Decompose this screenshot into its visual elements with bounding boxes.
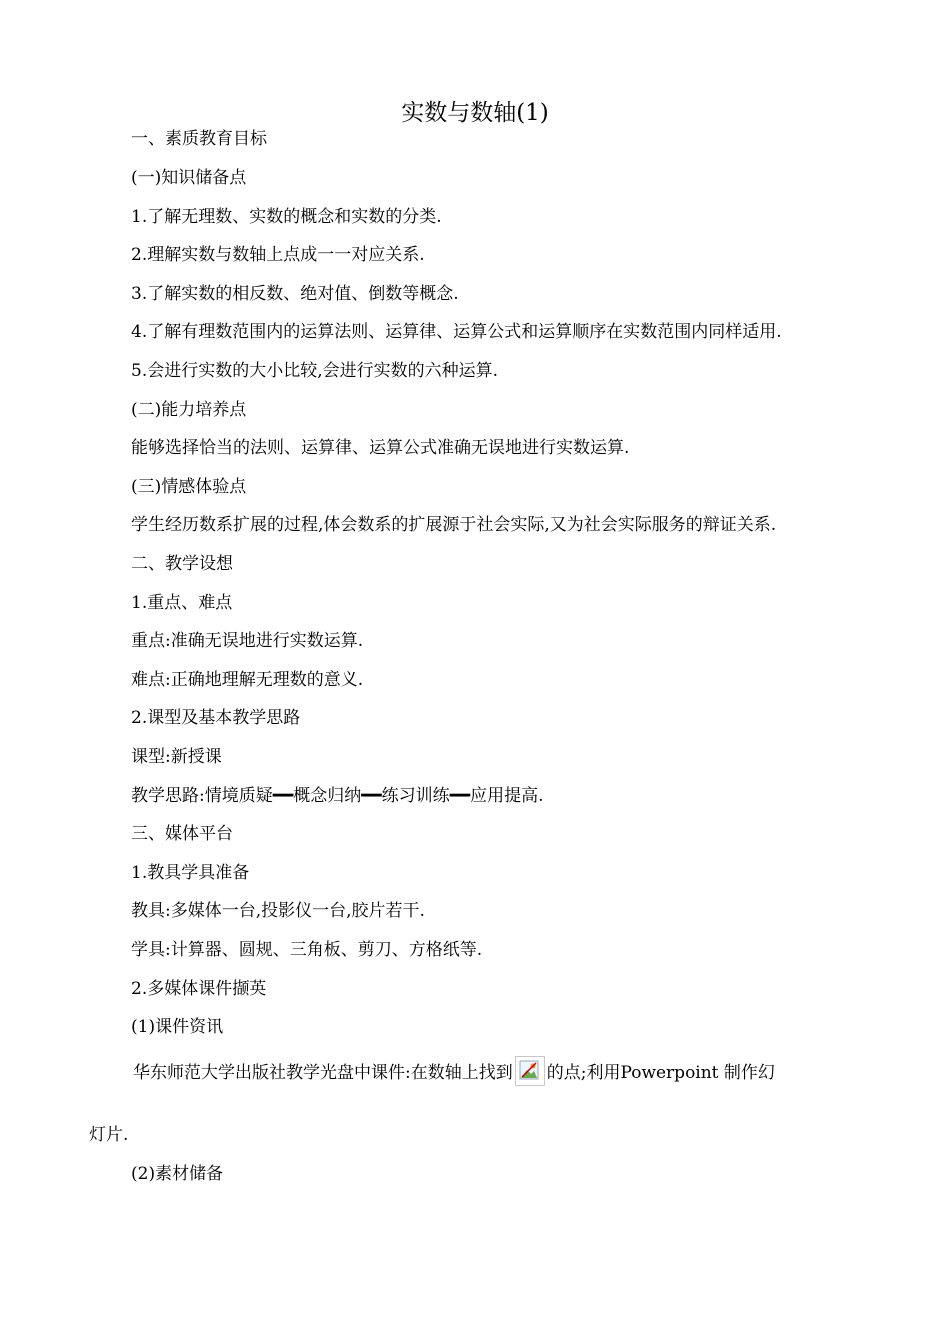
courseware-text-part2: 的点;利用Powerpoint 制作幻 bbox=[546, 1063, 775, 1083]
courseware-text-part3: 灯片. bbox=[89, 1125, 129, 1145]
key-point: 重点:准确无误地进行实数运算. bbox=[131, 631, 364, 651]
media-item-1: 1.教具学具准备 bbox=[131, 863, 250, 883]
subsection-knowledge: (一)知识储备点 bbox=[131, 168, 247, 188]
subsection-ability: (二)能力培养点 bbox=[131, 400, 247, 420]
ability-text: 能够选择恰当的法则、运算律、运算公式准确无误地进行实数运算. bbox=[131, 438, 630, 458]
teaching-approach: 教学思路:情境质疑━━概念归纳━━练习训练━━应用提高. bbox=[131, 786, 544, 806]
section-heading-goals: 一、素质教育目标 bbox=[131, 129, 267, 149]
broken-image-icon bbox=[515, 1056, 545, 1086]
knowledge-item-1: 1.了解无理数、实数的概念和实数的分类. bbox=[131, 207, 442, 227]
design-item-2: 2.课型及基本教学思路 bbox=[131, 708, 301, 728]
page-title: 实数与数轴(1) bbox=[401, 100, 549, 126]
courseware-info-heading: (1)课件资讯 bbox=[131, 1017, 224, 1037]
courseware-text-part1: 华东师范大学出版社教学光盘中课件:在数轴上找到 bbox=[133, 1063, 513, 1083]
design-item-1: 1.重点、难点 bbox=[131, 593, 233, 613]
knowledge-item-4: 4.了解有理数范围内的运算法则、运算律、运算公式和运算顺序在实数范围内同样适用. bbox=[131, 322, 782, 342]
media-item-2: 2.多媒体课件撷英 bbox=[131, 979, 267, 999]
courseware-paragraph bbox=[133, 1056, 775, 1086]
lesson-type: 课型:新授课 bbox=[131, 747, 222, 767]
knowledge-item-3: 3.了解实数的相反数、绝对值、倒数等概念. bbox=[131, 284, 459, 304]
teaching-tools: 教具:多媒体一台,投影仪一台,胶片若干. bbox=[131, 901, 425, 921]
student-tools: 学具:计算器、圆规、三角板、剪刀、方格纸等. bbox=[131, 940, 483, 960]
knowledge-item-5: 5.会进行实数的大小比较,会进行实数的六种运算. bbox=[131, 361, 499, 381]
knowledge-item-2: 2.理解实数与数轴上点成一一对应关系. bbox=[131, 245, 425, 265]
difficult-point: 难点:正确地理解无理数的意义. bbox=[131, 670, 364, 690]
emotion-text: 学生经历数系扩展的过程,体会数系的扩展源于社会实际,又为社会实际服务的辩证关系. bbox=[131, 515, 777, 535]
material-heading: (2)素材储备 bbox=[131, 1164, 224, 1184]
section-heading-design: 二、教学设想 bbox=[131, 554, 233, 574]
section-heading-media: 三、媒体平台 bbox=[131, 824, 233, 844]
subsection-emotion: (三)情感体验点 bbox=[131, 477, 247, 497]
